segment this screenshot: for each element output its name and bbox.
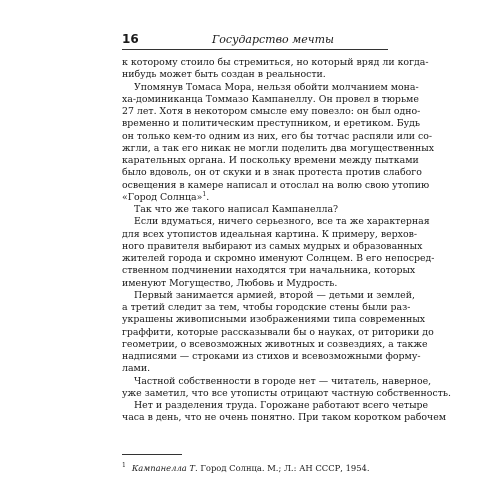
text-line: надписями — строками из стихов и всевозможными форму- bbox=[122, 351, 421, 362]
text-line: карательных органа. И поскольку времени между пытками bbox=[122, 155, 419, 166]
text-line: Нет и разделения труда. Горожане работают всего четыре bbox=[134, 400, 429, 411]
header-divider bbox=[122, 49, 388, 50]
text-line: уже заметил, что все утописты отрицают частную собственность. bbox=[122, 387, 451, 399]
paragraph bbox=[122, 81, 435, 205]
text-line: Частной собственности в городе нет — читатель, наверное, bbox=[134, 375, 432, 387]
page-number: 16 bbox=[122, 32, 139, 46]
text-line: он только кем-то одним из них, его бы тотчас распяли или со- bbox=[122, 130, 433, 142]
text-line: часа в день, что не очень понятно. При таком коротком рабочем bbox=[122, 412, 447, 424]
text-line: временно и политическим преступником, и еретиком. Будь bbox=[122, 118, 420, 130]
page-header bbox=[122, 30, 388, 46]
footnote-text: Город Солнца. М.; Л.: АН СССР, 1954. bbox=[200, 462, 370, 473]
running-title: Государство мечты bbox=[212, 33, 334, 46]
paragraph bbox=[122, 204, 388, 216]
footnote-reference[interactable]: 1 bbox=[202, 190, 207, 198]
text-line: ха-доминиканца Томмазо Кампанеллу. Он провел в тюрьме bbox=[122, 93, 419, 105]
paragraph bbox=[122, 216, 435, 290]
paragraph bbox=[122, 400, 447, 425]
text-line: 27 лет. Хотя в некотором смысле ему повезло: он был одно- bbox=[122, 106, 421, 117]
text-line: граффити, которые рассказывали бы о науках, от риторики до bbox=[122, 326, 434, 338]
paragraph bbox=[122, 375, 451, 401]
footnote bbox=[122, 460, 388, 474]
text-line: украшены живописными изображениями типа современных bbox=[122, 314, 426, 326]
footnote-divider bbox=[122, 454, 182, 455]
footnote-author: Кампанелла Т. bbox=[131, 462, 198, 473]
text-line: лами. bbox=[122, 363, 151, 375]
text-line: было вдоволь, он от скуки и в знак протеста против слабого bbox=[122, 167, 422, 179]
text-line: ственном подчинении находятся три начальника, которых bbox=[122, 265, 416, 277]
text-line: именуют Могущество, Любовь и Мудрость. bbox=[122, 277, 338, 289]
text-line: Если вдуматься, ничего серьезного, все та же характерная bbox=[134, 216, 430, 228]
footnote-mark: 1 bbox=[122, 462, 126, 469]
paragraph bbox=[122, 57, 429, 82]
text-line: нибудь может быть создан в реальности. bbox=[122, 69, 326, 81]
text-line: освещения в камере написал и отослал на волю свою утопию bbox=[122, 179, 430, 191]
paragraph bbox=[122, 289, 434, 376]
text-line: а третий следит за тем, чтобы городские стены были раз- bbox=[122, 302, 411, 313]
text-line: к которому стоило бы стремиться, но который вряд ли когда- bbox=[122, 57, 429, 68]
body-text bbox=[122, 57, 451, 425]
text-line: геометрии, о всевозможных животных и созвездиях, а также bbox=[122, 338, 428, 350]
text-line: для всех утопистов идеальная картина. К примеру, верхов- bbox=[122, 228, 418, 240]
text-line: ного правителя выбирают из самых мудрых и образованных bbox=[122, 240, 423, 252]
text-line: Первый занимается армией, второй — детьми и землей, bbox=[134, 289, 415, 301]
text-line: жгли, а так его никак не могли поделить два могущественных bbox=[122, 142, 435, 154]
text-line: жителей города и скромно именуют Солнцем. В его непосред- bbox=[122, 253, 435, 264]
text-line: Упомянув Томаса Мора, нельзя обойти молчанием мона- bbox=[134, 81, 419, 93]
text-line: Так что же такого написал Кампанелла? bbox=[134, 204, 339, 215]
text-line: «Город Солнца»$^1$. bbox=[122, 190, 210, 203]
